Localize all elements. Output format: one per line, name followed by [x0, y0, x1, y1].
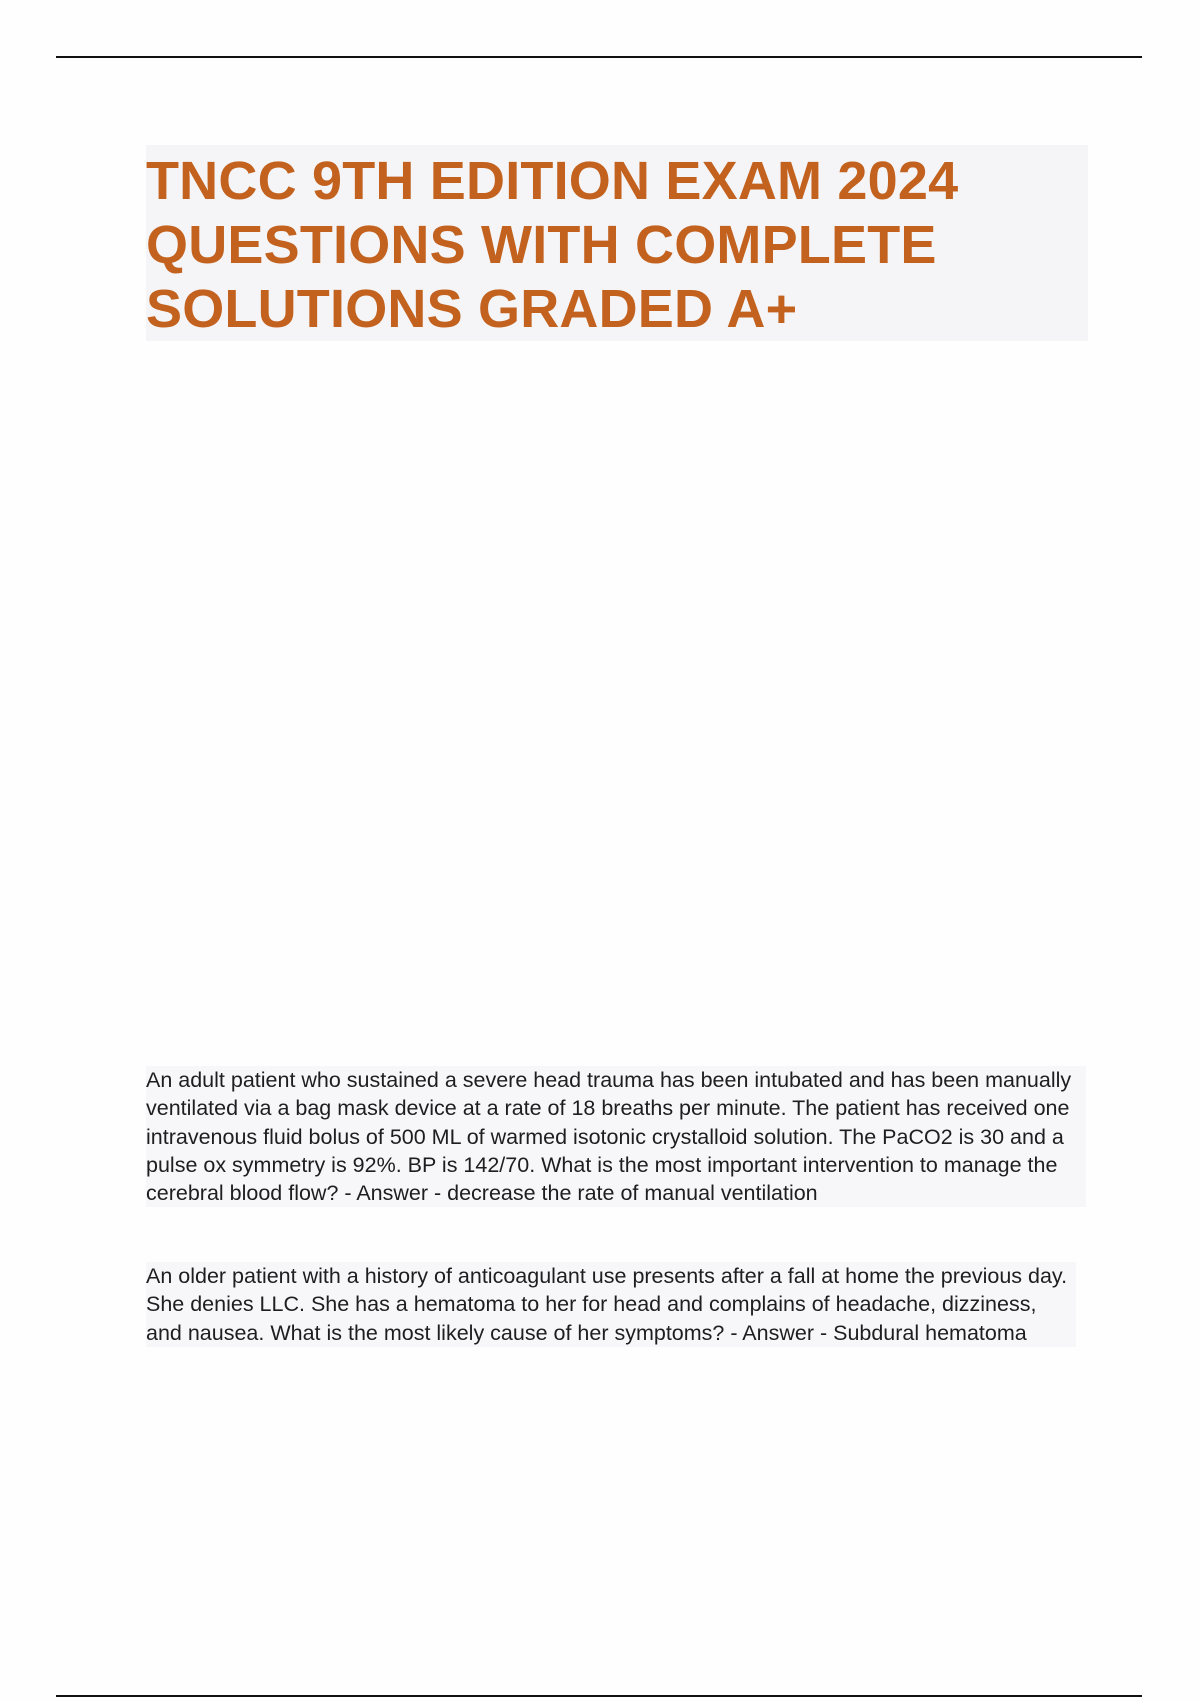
document-title: TNCC 9TH EDITION EXAM 2024 QUESTIONS WITH COMPLETE SOLUTIONS GRADED A+ — [146, 151, 959, 339]
question-answer-1: An adult patient who sustained a severe head trauma has been intubated and has been manually ventilated via a bag mask device at a rate of 18 breaths per minute. The patient has received one intravenous fluid bolus of 500 ML of warmed isotonic crystalloid solution. The PaCO2 is 30 and a pulse ox symmetry is 92%. BP is 142/70. What is the most important intervention to manage the cerebral blood flow? - Answer - decrease the rate of manual ventilation — [146, 1066, 1086, 1207]
header-rule — [56, 56, 1142, 58]
question-answer-2: An older patient with a history of anticoagulant use presents after a fall at home the previous day. She denies LLC. She has a hematoma to her for head and complains of headache, dizziness, and nausea. What is the most likely cause of her symptoms? - Answer - Subdural hematoma — [146, 1262, 1076, 1347]
title-block — [146, 145, 1088, 341]
footer-rule — [56, 1695, 1142, 1697]
